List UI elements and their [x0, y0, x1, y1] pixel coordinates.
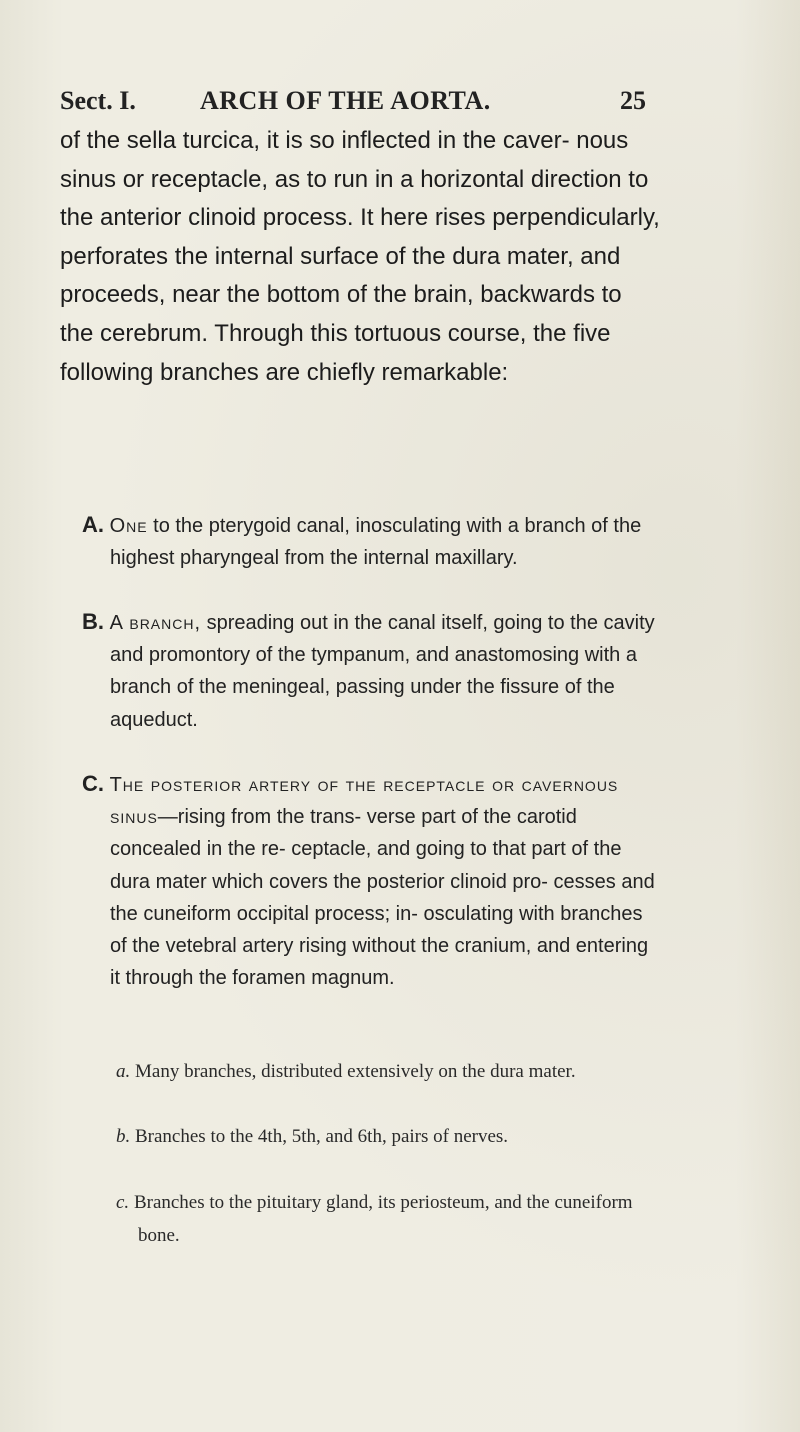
sub-entry-letter: b.	[116, 1126, 131, 1147]
entry-text: to the pterygoid canal, inosculating with a branch of the highest pharyngeal from the internal maxillary.	[110, 515, 642, 570]
sub-entry-c	[60, 1186, 660, 1252]
chapter-title: ARCH OF THE AORTA.	[200, 86, 491, 115]
sub-entry-b	[60, 1120, 660, 1153]
sub-entry-text: Branches to the pituitary gland, its periosteum, and the cuneiform bone.	[129, 1192, 633, 1246]
sub-entry-letter: a.	[116, 1061, 131, 1082]
sub-entry-a	[60, 1055, 660, 1088]
sub-entry-letter: c.	[116, 1192, 130, 1213]
entry-lead: The posterior artery of the receptacle or cavernous sinus	[109, 774, 619, 829]
running-head	[60, 86, 660, 116]
entry-c	[60, 768, 660, 994]
section-label: Sect. I.	[60, 86, 136, 115]
entry-text: spreading out in the canal itself, going to the cavity and promontory of the tympanum, and anastomosing with a branch of the meningeal, passing under the fissure of the aqueduct.	[110, 612, 655, 731]
intro-paragraph: of the sella turcica, it is so inflected in the caver- nous sinus or receptacle, as to run in a horizontal direction to the anterior clinoid process. It here rises perpendicularly, perforates the internal surface of the dura mater, and proceeds, near the bottom of the brain, backwards to the cerebrum. Through this tortuous course, the five following branches are chiefly remarkable:	[60, 127, 660, 386]
entry-lead: One	[109, 515, 148, 537]
entry-letter: A.	[82, 512, 104, 537]
entry-letter: B.	[82, 609, 104, 634]
sub-entry-text: Branches to the 4th, 5th, and 6th, pairs of nerves.	[130, 1126, 509, 1147]
entry-lead: A branch,	[109, 612, 202, 634]
page-number: 25	[620, 86, 646, 115]
entry-a	[60, 509, 660, 574]
entry-b	[60, 606, 660, 736]
sub-entry-text: Many branches, distributed extensively on the dura mater.	[130, 1061, 576, 1082]
entry-letter: C.	[82, 771, 104, 796]
entry-text: —rising from the trans- verse part of the carotid concealed in the re- ceptacle, and going to that part of the dura mater which covers the posterior clinoid pro- cesses and the cuneiform occipital process; in- osculating with branches of the vetebral artery rising without the cranium, and entering it through the foramen magnum.	[110, 806, 655, 990]
